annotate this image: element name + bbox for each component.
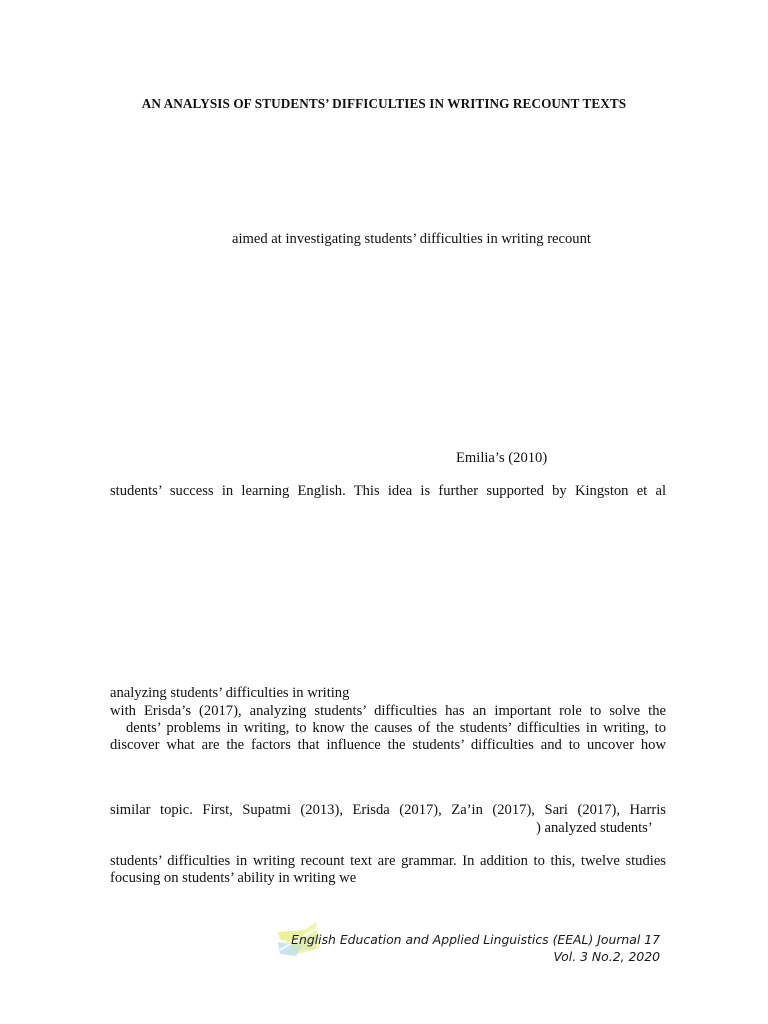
page-footer	[276, 920, 668, 970]
text-line: Emilia’s (2010)	[456, 450, 548, 466]
journal-name: English Education and Applied Linguistics (EEAL) Journal 17	[291, 932, 660, 947]
text-line: students’ difficulties in writing recount text are grammar. In addition to this, twelve studies	[110, 853, 666, 869]
journal-volume: Vol. 3 No.2, 2020	[553, 949, 660, 964]
text-line: focusing on students’ ability in writing we	[110, 870, 357, 886]
text-line: dents’ problems in writing, to know the causes of the students’ difficulties in writing, to	[126, 720, 666, 736]
text-line: discover what are the factors that influence the students’ difficulties and to uncover how	[110, 737, 666, 753]
text-line: similar topic. First, Supatmi (2013), Erisda (2017), Za’in (2017), Sari (2017), Harris	[110, 802, 666, 818]
text-line: students’ success in learning English. This idea is further supported by Kingston et al	[110, 483, 666, 499]
document-title: AN ANALYSIS OF STUDENTS’ DIFFICULTIES IN WRITING RECOUNT TEXTS	[141, 96, 627, 111]
text-line: with Erisda’s (2017), analyzing students’ difficulties has an important role to solve the	[110, 703, 666, 719]
text-line: aimed at investigating students’ difficulties in writing recount	[232, 231, 591, 247]
text-line: analyzing students’ difficulties in writing	[110, 685, 350, 701]
text-line: ) analyzed students’	[536, 820, 653, 836]
